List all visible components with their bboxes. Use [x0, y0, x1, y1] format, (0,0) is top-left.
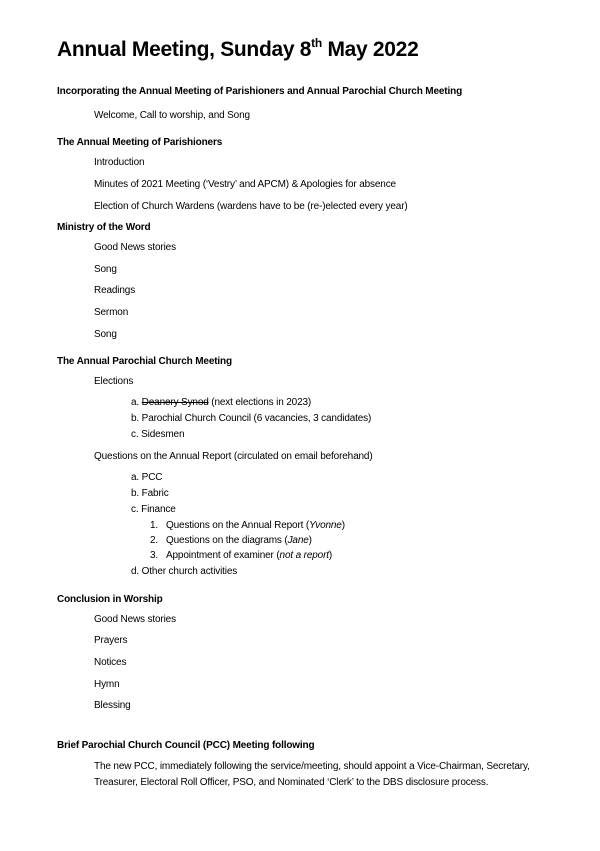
text: Questions on the diagrams ( [166, 535, 288, 546]
elections-label: Elections [94, 376, 134, 387]
list-number: 3. [150, 550, 159, 561]
title-text-rest: May 2022 [321, 38, 419, 61]
section-heading-apcm: The Annual Parochial Church Meeting [57, 356, 232, 367]
section-heading-conclusion: Conclusion in Worship [57, 594, 163, 605]
page-title [57, 38, 418, 62]
list-item: Song [94, 264, 117, 275]
list-item: d. Other church activities [131, 566, 238, 577]
title-text: Annual Meeting, Sunday 8 [57, 38, 312, 61]
title-superscript: th [311, 36, 322, 50]
list-item-deanery-synod [131, 396, 311, 410]
section-heading-ministry: Ministry of the Word [57, 222, 151, 233]
section-heading-pcc: Brief Parochial Church Council (PCC) Meeting following [57, 740, 315, 751]
italic-name: Yvonne [309, 520, 342, 531]
text: ) [328, 550, 333, 561]
list-number: 1. [150, 520, 159, 531]
text: Questions on the Annual Report ( [166, 520, 310, 531]
questions-label: Questions on the Annual Report (circulated on email beforehand) [94, 451, 373, 462]
list-text [166, 549, 332, 563]
list-item: Blessing [94, 700, 131, 711]
text: ) [308, 535, 312, 546]
list-item: Good News stories [94, 242, 176, 253]
list-text [166, 519, 345, 533]
welcome-item: Welcome, Call to worship, and Song [94, 110, 250, 121]
list-item: Notices [94, 657, 127, 668]
subtitle: Incorporating the Annual Meeting of Parishioners and Annual Parochial Church Meeting [57, 86, 463, 97]
italic-note: not a report [279, 550, 329, 561]
list-item: c. Finance [131, 504, 176, 515]
list-item: Song [94, 329, 117, 340]
list-item: Hymn [94, 679, 120, 690]
numbered-item [150, 534, 312, 548]
list-text: (next elections in 2023) [208, 397, 312, 408]
list-item: Readings [94, 285, 136, 296]
pcc-paragraph: The new PCC, immediately following the service/meeting, should appoint a Vice-Chairman, Secretary, Treasurer, Electoral Roll Officer, PSO, and Nominated ‘Clerk’ to the DBS disclosure process. [94, 761, 530, 788]
list-marker: a. [131, 397, 142, 408]
list-text [166, 534, 312, 548]
list-item: Minutes of 2021 Meeting (‘Vestry’ and APCM) & Apologies for absence [94, 179, 396, 190]
list-item: Prayers [94, 635, 128, 646]
list-item: b. Fabric [131, 488, 169, 499]
numbered-item [150, 519, 345, 533]
list-item: Election of Church Wardens (wardens have to be (re-)elected every year) [94, 201, 408, 212]
numbered-item [150, 549, 333, 563]
list-item: c. Sidesmen [131, 429, 185, 440]
section-heading-parishioners: The Annual Meeting of Parishioners [57, 137, 223, 148]
struck-text: Deanery Synod [141, 397, 209, 408]
list-number: 2. [150, 535, 159, 546]
list-item: Sermon [94, 307, 129, 318]
text: ) [341, 520, 345, 531]
list-item: a. PCC [131, 472, 163, 483]
list-item: Introduction [94, 157, 145, 168]
list-item: Good News stories [94, 614, 176, 625]
italic-name: Jane [287, 535, 309, 546]
text: Appointment of examiner ( [166, 550, 280, 561]
list-item: b. Parochial Church Council (6 vacancies, 3 candidates) [131, 413, 372, 424]
